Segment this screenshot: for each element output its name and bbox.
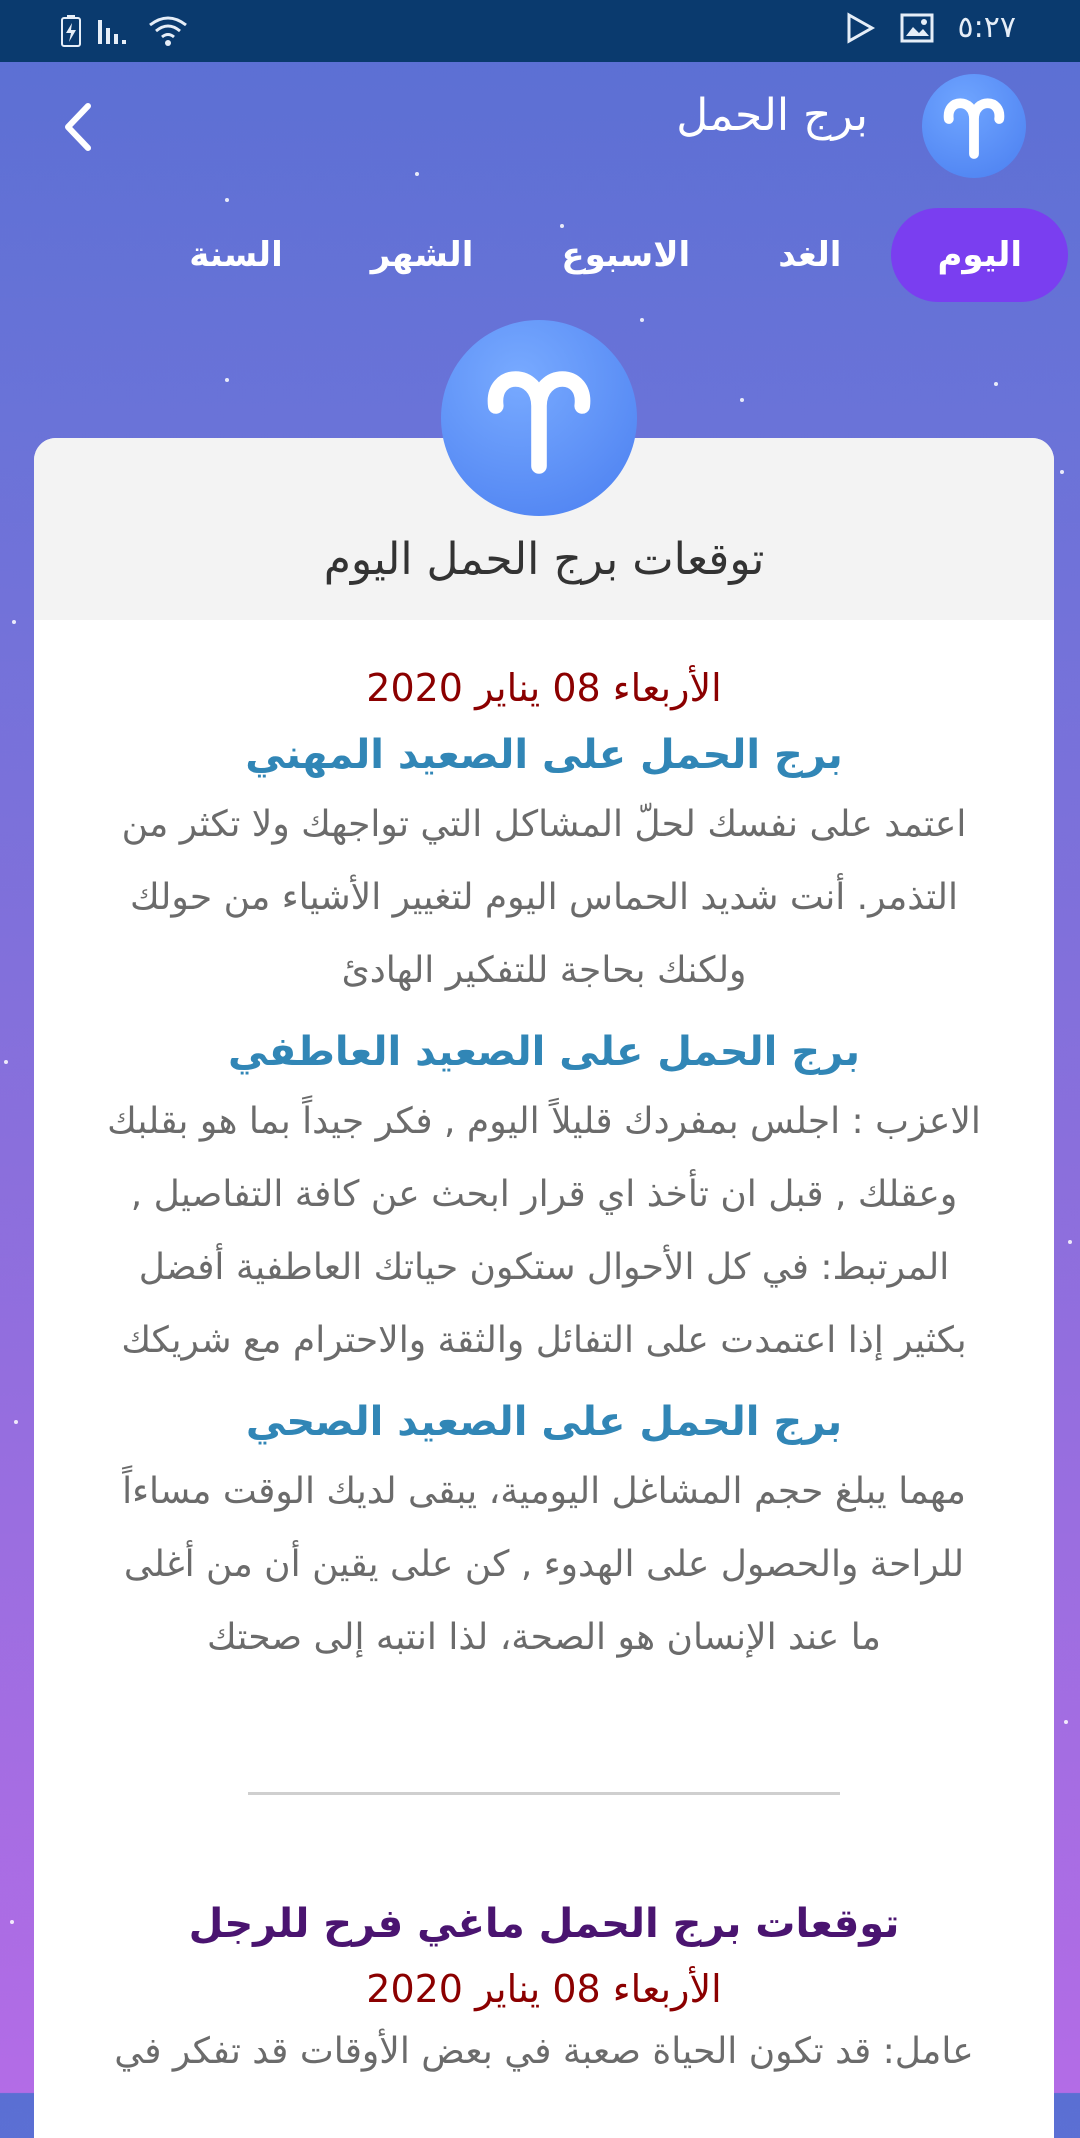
tab-month[interactable]: الشهر — [370, 235, 474, 275]
text-line: ما عند الإنسان هو الصحة، لذا انتبه إلى صحتك — [207, 1617, 881, 1658]
image-icon — [900, 12, 934, 44]
text-line: وعقلك , قبل ان تأخذ اي قرار ابحث عن كافة التفاصيل , — [130, 1174, 958, 1215]
tab-today[interactable]: اليوم — [891, 208, 1068, 302]
text-line: التذمر. أنت شديد الحماس اليوم لتغيير الأشياء من حولك — [130, 877, 958, 918]
section-title-career: برج الحمل على الصعيد المهني — [245, 732, 843, 778]
text-line: للراحة والحصول على الهدوء , كن على يقين أن من أغلى — [123, 1544, 965, 1585]
signal-icon — [96, 16, 132, 46]
text-line: بكثير إذا اعتمدت على التفائل والثقة والاحترام مع شريكك — [121, 1320, 967, 1361]
aries-avatar — [922, 74, 1026, 178]
sub-section-text: عامل: قد تكون الحياة صعبة في بعض الأوقات قد تفكر في — [114, 2031, 974, 2072]
app-header — [0, 62, 1080, 192]
back-button[interactable] — [50, 92, 110, 162]
status-left-icons — [60, 14, 190, 48]
tab-year[interactable]: السنة — [189, 235, 283, 275]
chevron-left-icon — [50, 92, 110, 162]
tab-tomorrow[interactable]: الغد — [778, 235, 842, 275]
tab-week[interactable]: الاسبوع — [561, 235, 691, 275]
sub-section-title: توقعات برج الحمل ماغي فرح للرجل — [188, 1901, 900, 1947]
battery-charging-icon — [60, 14, 82, 48]
divider — [248, 1792, 840, 1795]
text-line: الاعزب : اجلس بمفردك قليلاً اليوم , فكر جيداً بما هو بقلبك — [107, 1101, 981, 1142]
section-title-health: برج الحمل على الصعيد الصحي — [245, 1399, 843, 1445]
card-title: توقعات برج الحمل اليوم — [323, 534, 765, 585]
status-bar — [0, 0, 1080, 62]
text-line: اعتمد على نفسك لحلّ المشاكل التي تواجهك ولا تكثر من — [121, 804, 967, 845]
status-right — [844, 10, 1016, 45]
section-text-career — [74, 788, 1014, 1007]
play-store-icon — [844, 12, 876, 44]
horoscope-card — [34, 438, 1054, 2138]
section-title-love: برج الحمل على الصعيد العاطفي — [227, 1029, 861, 1075]
page-title: برج الحمل — [676, 90, 868, 141]
aries-icon — [939, 91, 1009, 161]
sub-section-date: الأربعاء 08 يناير 2020 — [366, 1967, 722, 2011]
text-line: المرتبط: في كل الأحوال ستكون حياتك العاطفية أفضل — [138, 1247, 950, 1288]
aries-icon — [479, 358, 599, 478]
text-line: مهما يبلغ حجم المشاغل اليومية، يبقى لديك الوقت مساءاً — [122, 1471, 966, 1512]
text-line: ولكنك بحاجة للتفكير الهادئ — [341, 950, 747, 991]
card-content — [34, 666, 1054, 2072]
period-tabs — [139, 208, 1068, 302]
section-text-health — [74, 1455, 1014, 1674]
horoscope-date: الأربعاء 08 يناير 2020 — [366, 666, 722, 710]
status-time: ٥:٢٧ — [957, 10, 1016, 45]
wifi-icon — [146, 15, 190, 47]
aries-sign-large — [441, 320, 637, 516]
section-text-love — [74, 1085, 1014, 1377]
